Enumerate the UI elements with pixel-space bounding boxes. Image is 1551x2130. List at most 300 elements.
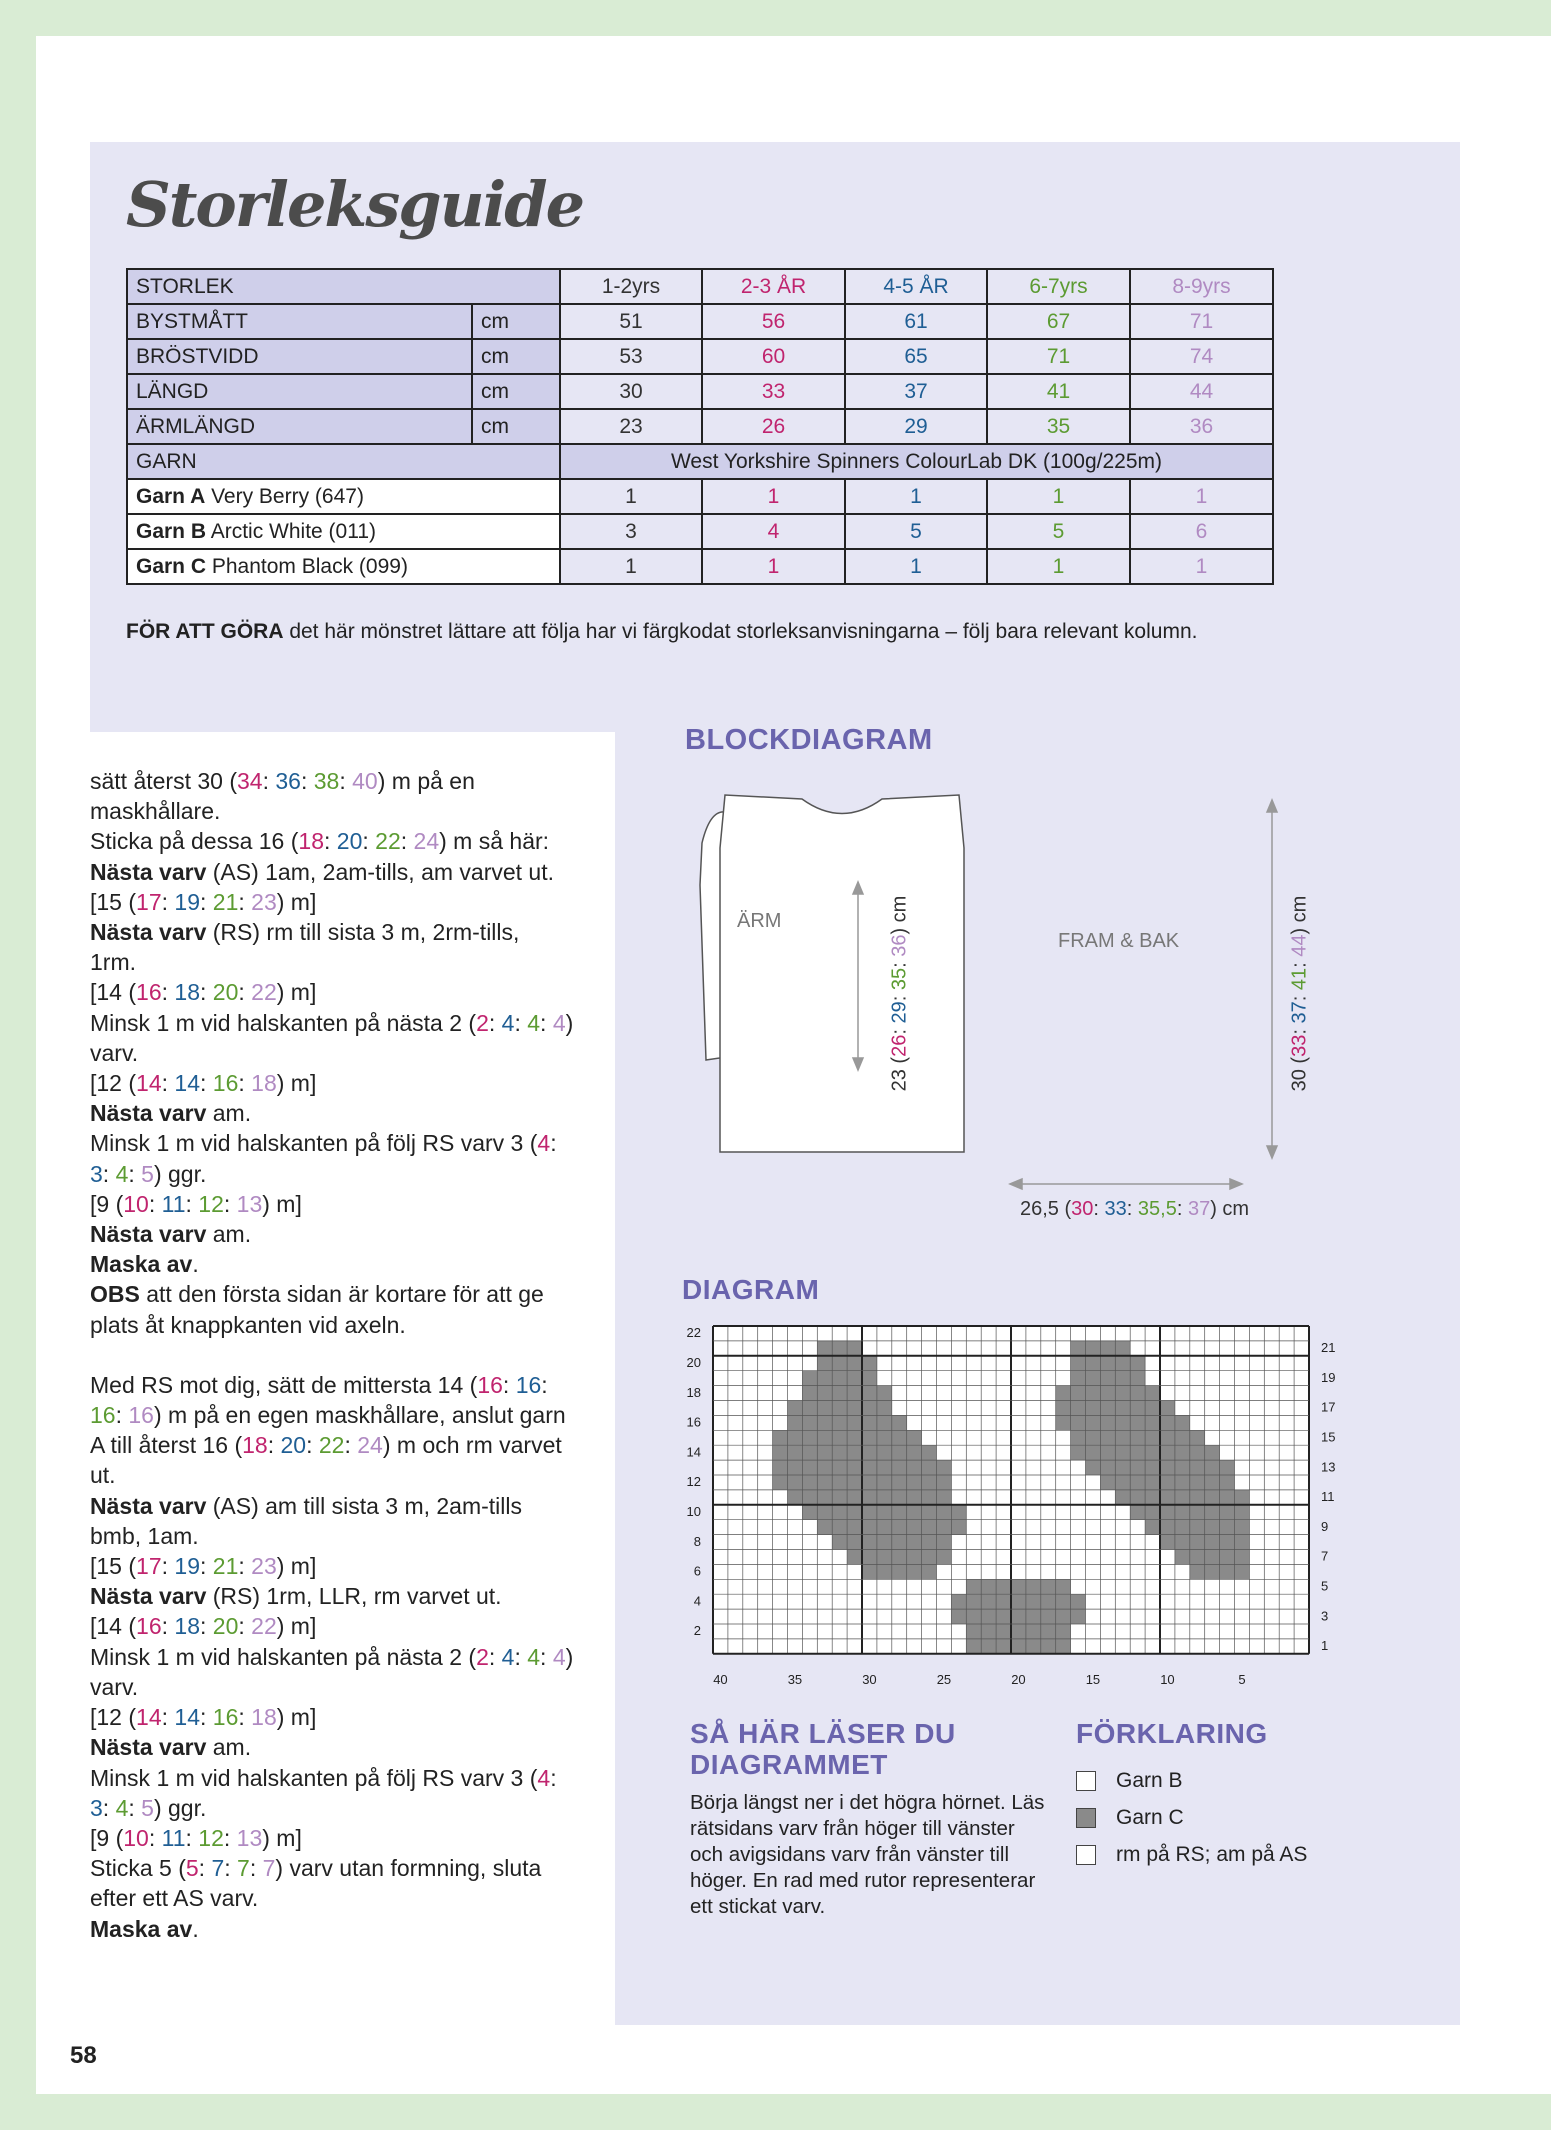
bold-term: Nästa varv [90,919,207,946]
pattern-line [90,1430,590,1460]
text-segment: am. [206,1100,252,1127]
measure-value: 60 [702,339,845,374]
text-segment: : [224,1855,238,1882]
chart-row-label-left: 22 [686,1325,701,1341]
size-value-c3: 41 [1288,967,1311,991]
sleeve-label: ÄRM [737,910,782,932]
text-segment: Minsk 1 m vid halskanten på nästa 2 ( [90,1009,477,1036]
chart-row-label-left: 4 [693,1593,701,1609]
page-number: 58 [70,2042,97,2069]
text-segment: : [238,979,252,1006]
chart-row-label-left: 16 [686,1414,701,1430]
bold-term: OBS [90,1281,140,1308]
size-value-c2: 19 [174,1553,200,1580]
measure-value: 74 [1130,339,1273,374]
measure-value: 71 [1130,304,1273,339]
text-segment: ) m] [276,1553,317,1580]
pattern-line [90,1491,590,1521]
text-segment: Minsk 1 m vid halskanten på följ RS varv 3 ( [90,1130,538,1157]
text-segment: : [249,1855,263,1882]
text-segment: ) m och rm varvet [382,1432,562,1459]
text-segment: ) ggr. [153,1794,207,1821]
chart-filled-run [817,1341,862,1356]
size-value-c4: 7 [262,1855,276,1882]
pattern-line [90,1763,590,1793]
legend-item [1076,1762,1307,1799]
size-value-c2: 33 [1104,1198,1127,1220]
body-shape [720,795,964,1152]
pattern-line [90,1521,590,1551]
pattern-line [90,1823,590,1853]
text-segment: [14 ( [90,1613,137,1640]
size-value-c1: 26 [888,1034,911,1057]
size-value-c2: 16 [515,1371,542,1398]
text-segment: [14 ( [90,979,137,1006]
pattern-line [90,766,590,796]
text-segment: : [238,1553,252,1580]
page-title: Storleksguide [126,168,584,241]
how-to-read-heading-line-1: SÅ HÄR LÄSER DU [690,1718,956,1749]
size-value-c3: 21 [212,1553,239,1580]
chart-row-label-left: 10 [686,1503,701,1519]
text-segment: Sticka 5 ( [90,1855,186,1882]
size-value-c4: 16 [128,1402,154,1429]
yarn-amount: 3 [560,514,702,549]
text-segment: (AS) 1am, 2am-tills, am varvet ut. [206,858,554,885]
text-segment: ) m] [276,1070,317,1097]
size-value-c3: 21 [212,888,239,915]
text-segment: : [400,828,414,855]
size-value-c4: 24 [357,1432,383,1459]
text-segment: : [344,1432,358,1459]
text-segment: : [267,1432,281,1459]
size-value-c4: 5 [141,1160,154,1187]
chart-filled-run [802,1505,966,1520]
how-to-read-heading-line-2: DIAGRAMMET [690,1749,888,1780]
pattern-line [90,1189,590,1219]
measure-value: 65 [845,339,987,374]
text-segment: (RS) rm till sista 3 m, 2rm-tills, [206,919,520,946]
size-value-c3: 22 [375,828,401,855]
measure-label: BYSTMÅTT [127,304,472,339]
yarn-amount: 1 [987,549,1130,584]
size-value-c2: 14 [174,1704,200,1731]
text-segment: . [192,1251,199,1278]
yarn-amount: 1 [845,549,987,584]
chart-row-label-right: 19 [1321,1369,1336,1385]
size-value-c4: 13 [236,1824,263,1851]
bold-term: Nästa varv [90,1492,207,1519]
text-segment: : [200,1613,213,1640]
chart-row-label-left: 2 [693,1623,701,1639]
yarn-label [127,514,560,549]
pattern-line [90,1279,590,1309]
size-value-c1: 16 [136,979,162,1006]
text-segment: ) m] [276,1613,317,1640]
text-segment: : [238,1070,252,1097]
bold-term: Nästa varv [90,1100,207,1127]
measure-value: 51 [560,304,702,339]
yarn-amount: 6 [1130,514,1273,549]
text-segment: ) [565,1643,574,1670]
pattern-line [90,796,590,826]
size-value-c4: 23 [251,888,277,915]
size-value-c3: 4 [115,1160,129,1187]
size-value-c1: 34 [237,768,263,794]
text-segment: : [514,1643,528,1670]
text-segment: 30 ( [1288,1056,1311,1092]
pattern-line [90,857,590,887]
size-value-c2: 20 [336,828,363,855]
body-height-arrow [1267,800,1277,1158]
bold-term: Maska av [90,1251,193,1278]
text-segment: am. [206,1221,252,1248]
size-value-c2: 37 [1288,1001,1311,1024]
text-segment: : [888,1023,911,1035]
text-segment: Minsk 1 m vid halskanten på nästa 2 ( [90,1643,477,1670]
size-value-c2: 3 [90,1160,103,1187]
yarn-amount: 1 [1130,549,1273,584]
size-value-c4: 5 [141,1794,154,1821]
text-segment: : [102,1794,116,1821]
text-segment: : [148,1824,162,1851]
legend-label: rm på RS; am på AS [1116,1842,1308,1866]
chart-filled-run [966,1639,1070,1654]
chart-row-label-left: 14 [686,1444,701,1460]
measure-row [127,339,1273,374]
size-value-c1: 4 [537,1764,551,1791]
blockdiagram-heading: BLOCKDIAGRAM [685,724,933,756]
size-value-c2: 19 [174,888,200,915]
yarn-row [127,514,1273,549]
legend-swatch [1076,1845,1096,1865]
chart-filled-run [951,1609,1085,1624]
measure-value: 41 [987,374,1130,409]
size-value-c2: 14 [174,1070,200,1097]
legend-item [1076,1799,1307,1836]
yarn-amount: 1 [845,479,987,514]
chart-filled-run [1056,1386,1160,1401]
text-segment: : [185,1824,199,1851]
legend-swatch [1076,1771,1096,1791]
text-segment: ) cm [1210,1198,1250,1220]
note-bold: FÖR ATT GÖRA [126,620,284,643]
size-header-label: STORLEK [127,269,560,304]
text-segment: : [339,768,353,794]
chart-filled-run [802,1371,877,1386]
text-segment: ) [565,1009,574,1036]
text-segment: : [161,1070,175,1097]
pattern-line [90,947,590,977]
pattern-line [90,887,590,917]
size-value-c3: 12 [198,1824,224,1851]
size-value-c1: 16 [136,1613,162,1640]
text-segment: ut. [90,1462,116,1489]
measure-value: 67 [987,304,1130,339]
measure-unit: cm [472,304,560,339]
text-segment: : [128,1160,142,1187]
text-segment: [15 ( [90,888,137,915]
pattern-line [90,917,590,947]
text-segment: : [1093,1198,1105,1220]
measure-value: 30 [560,374,702,409]
text-segment: : [128,1794,142,1821]
yarn-header-value: West Yorkshire Spinners ColourLab DK (100g/225m) [560,444,1273,479]
yarn-amount: 1 [702,549,845,584]
chart-filled-run [966,1624,1070,1639]
text-segment: 1rm. [90,949,136,976]
size-value-c2: 4 [501,1009,515,1036]
size-value-c4: 4 [552,1009,566,1036]
text-segment: ) ggr. [153,1160,207,1187]
text-segment: : [198,1855,212,1882]
diagram-heading: DIAGRAM [682,1274,820,1305]
size-value-c3: 20 [212,1613,239,1640]
measure-value: 35 [987,409,1130,444]
chart-column-label: 5 [1238,1671,1246,1687]
size-value-c4: 44 [1288,934,1311,957]
chart-filled-run [1071,1430,1205,1445]
yarn-amount: 4 [702,514,845,549]
pattern-line [90,1400,590,1430]
size-header-cell: 2-3 ÅR [702,269,845,304]
size-value-c1: 17 [136,1553,162,1580]
text-segment: Minsk 1 m vid halskanten på följ RS varv 3 ( [90,1764,538,1791]
yarn-amount: 5 [845,514,987,549]
chart-filled-run [788,1401,892,1416]
pattern-line [90,1038,590,1068]
size-value-c2: 29 [888,1001,911,1024]
measure-value: 44 [1130,374,1273,409]
pattern-line [90,1068,590,1098]
size-table [126,268,1274,585]
legend-heading: FÖRKLARING [1076,1718,1268,1749]
yarn-row [127,479,1273,514]
yarn-header-label: GARN [127,444,560,479]
text-segment: : [324,828,337,855]
size-value-c4: 22 [251,979,277,1006]
text-segment: : [148,1190,162,1217]
size-value-c1: 10 [123,1824,149,1851]
text-segment: : [223,1190,237,1217]
chart-row-label-right: 9 [1321,1518,1329,1534]
size-value-c2: 20 [280,1432,307,1459]
text-segment: ) m på en [377,768,475,794]
pattern-line [90,1793,590,1823]
size-value-c4: 23 [251,1553,277,1580]
text-segment: [15 ( [90,1553,137,1580]
size-value-c3: 35,5 [1137,1198,1177,1220]
measure-value: 36 [1130,409,1273,444]
text-segment: : [185,1190,199,1217]
size-value-c2: 11 [161,1190,186,1217]
yarn-name: Very Berry (647) [205,484,364,508]
size-value-c1: 18 [298,828,324,855]
size-value-c1: 30 [1071,1198,1094,1220]
size-value-c4: 40 [352,768,378,794]
measure-value: 56 [702,304,845,339]
pattern-line [90,1460,590,1490]
pattern-line [90,1642,590,1672]
text-segment: ) m så här: [439,828,550,855]
size-value-c2: 4 [501,1643,515,1670]
chart-row-label-right: 11 [1321,1489,1335,1505]
text-segment: ) m på en egen maskhållare, anslut garn [153,1402,566,1429]
text-segment: : [1288,1023,1311,1035]
pattern-line [90,1732,590,1762]
chart-row-label-left: 6 [693,1563,701,1579]
text-segment: : [200,888,213,915]
chart-filled-run [1056,1415,1190,1430]
measure-value: 33 [702,374,845,409]
yarn-amount: 1 [560,479,702,514]
size-value-c2: 18 [174,1613,200,1640]
chart-column-label: 35 [787,1671,803,1687]
pattern-line [90,977,590,1007]
text-segment: : [115,1402,129,1429]
text-segment: : [102,1160,116,1187]
size-value-c1: 14 [136,1070,162,1097]
chart-filled-run [951,1594,1085,1609]
measure-value: 23 [560,409,702,444]
pattern-line [90,1581,590,1611]
chart-column-label: 15 [1085,1671,1101,1687]
chart-row-label-right: 15 [1321,1429,1336,1445]
text-segment: : [540,1643,553,1670]
size-value-c3: 16 [212,1070,239,1097]
text-segment: : [306,1432,319,1459]
pattern-line [90,1159,590,1189]
text-segment: : [1176,1198,1188,1220]
text-segment: ) m] [262,1824,302,1851]
chart-row-label-right: 7 [1321,1548,1329,1564]
knitting-chart [675,1318,1355,1693]
size-value-c4: 36 [888,934,911,957]
text-segment: [9 ( [90,1190,124,1217]
chart-filled-run [1071,1356,1146,1371]
pattern-line [90,1098,590,1128]
size-value-c4: 18 [251,1070,277,1097]
size-value-c2: 7 [211,1855,225,1882]
text-segment: ) varv utan formning, sluta [275,1855,542,1882]
size-value-c3: 4 [527,1643,541,1670]
text-segment: : [161,979,175,1006]
yarn-amount: 1 [1130,479,1273,514]
text-segment: : [200,1070,213,1097]
chart-row-label-right: 21 [1321,1340,1336,1356]
pattern-line [90,1249,590,1279]
size-header-cell: 1-2yrs [560,269,702,304]
chart-row-label-left: 12 [686,1474,701,1490]
size-value-c4: 13 [236,1190,263,1217]
yarn-row [127,549,1273,584]
text-segment: ) cm [888,895,911,935]
chart-row-label-right: 1 [1321,1638,1329,1654]
text-segment: : [238,1704,252,1731]
size-value-c4: 18 [251,1704,277,1731]
size-value-c4: 4 [552,1643,566,1670]
text-segment: : [161,1704,175,1731]
text-segment: : [161,1613,175,1640]
colour-code-note [126,620,1197,644]
yarn-label [127,479,560,514]
size-value-c1: 16 [477,1371,503,1398]
text-segment: plats åt knappkanten vid axeln. [90,1311,406,1338]
text-segment: Med RS mot dig, sätt de mittersta 14 ( [90,1371,478,1398]
text-segment: : [888,956,911,968]
body-height-dimension [1289,894,1312,1094]
pattern-line [90,1611,590,1641]
chart-column-label: 25 [936,1671,952,1687]
size-value-c3: 4 [527,1009,541,1036]
text-segment: : [488,1009,502,1036]
yarn-name: Phantom Black (099) [206,554,408,578]
how-to-read-text: Börja längst ner i det högra hörnet. Läs rätsidans varv från höger till vänster och avigsidans varv från vänster till höger. En rad med rutor representerar ett stickat varv. [690,1791,1045,1918]
chart-filled-run [773,1445,937,1460]
text-segment: ) m] [262,1190,302,1217]
text-segment: A till återst 16 ( [90,1432,243,1459]
pattern-line [90,1219,590,1249]
bold-term: Maska av [90,1915,193,1942]
yarn-amount: 1 [987,479,1130,514]
text-segment: 26,5 ( [1020,1198,1072,1220]
measure-row [127,409,1273,444]
measure-unit: cm [472,339,560,374]
size-value-c1: 17 [136,888,162,915]
pattern-line [90,1914,590,1944]
text-segment: : [262,768,276,794]
text-segment: : [502,1371,516,1398]
chart-filled-run [1175,1550,1250,1565]
note-text: det här mönstret lättare att följa har vi färgkodat storleksanvisningarna – följ bara relevant kolumn. [283,620,1198,643]
chart-row-label-left: 8 [693,1533,701,1549]
yarn-name: Arctic White (011) [206,519,377,543]
chart-column-label: 30 [862,1671,877,1687]
sleeve-length-dimension [889,894,912,1094]
text-segment: ) m] [276,1704,317,1731]
text-segment: varv. [90,1673,139,1700]
size-header-cell: 8-9yrs [1130,269,1273,304]
pattern-line [90,1551,590,1581]
text-segment: : [540,1009,553,1036]
text-segment: : [161,1553,175,1580]
chart-row-label-left: 18 [686,1384,701,1400]
body-width-dimension [1020,1198,1249,1221]
chart-row-label-right: 17 [1321,1399,1336,1415]
text-segment: am. [206,1734,252,1761]
measure-value: 37 [845,374,987,409]
size-value-c1: 2 [476,1643,489,1670]
text-segment: Sticka på dessa 16 ( [90,828,299,855]
text-segment: : [238,1613,252,1640]
chart-row-label-right: 13 [1321,1459,1336,1475]
size-value-c3: 16 [90,1402,116,1429]
yarn-id: Garn B [136,519,207,543]
pattern-instructions [90,766,590,1944]
text-segment: : [223,1824,237,1851]
text-segment: sätt återst 30 ( [90,768,238,794]
text-segment: : [541,1371,548,1398]
pattern-line [90,1008,590,1038]
size-value-c3: 7 [237,1855,250,1882]
pattern-line [90,1310,590,1340]
text-segment: : [1288,956,1311,968]
text-segment: [12 ( [90,1070,137,1097]
measure-value: 26 [702,409,845,444]
size-value-c4: 24 [413,828,440,855]
text-segment: : [488,1643,502,1670]
text-segment: . [192,1915,199,1942]
